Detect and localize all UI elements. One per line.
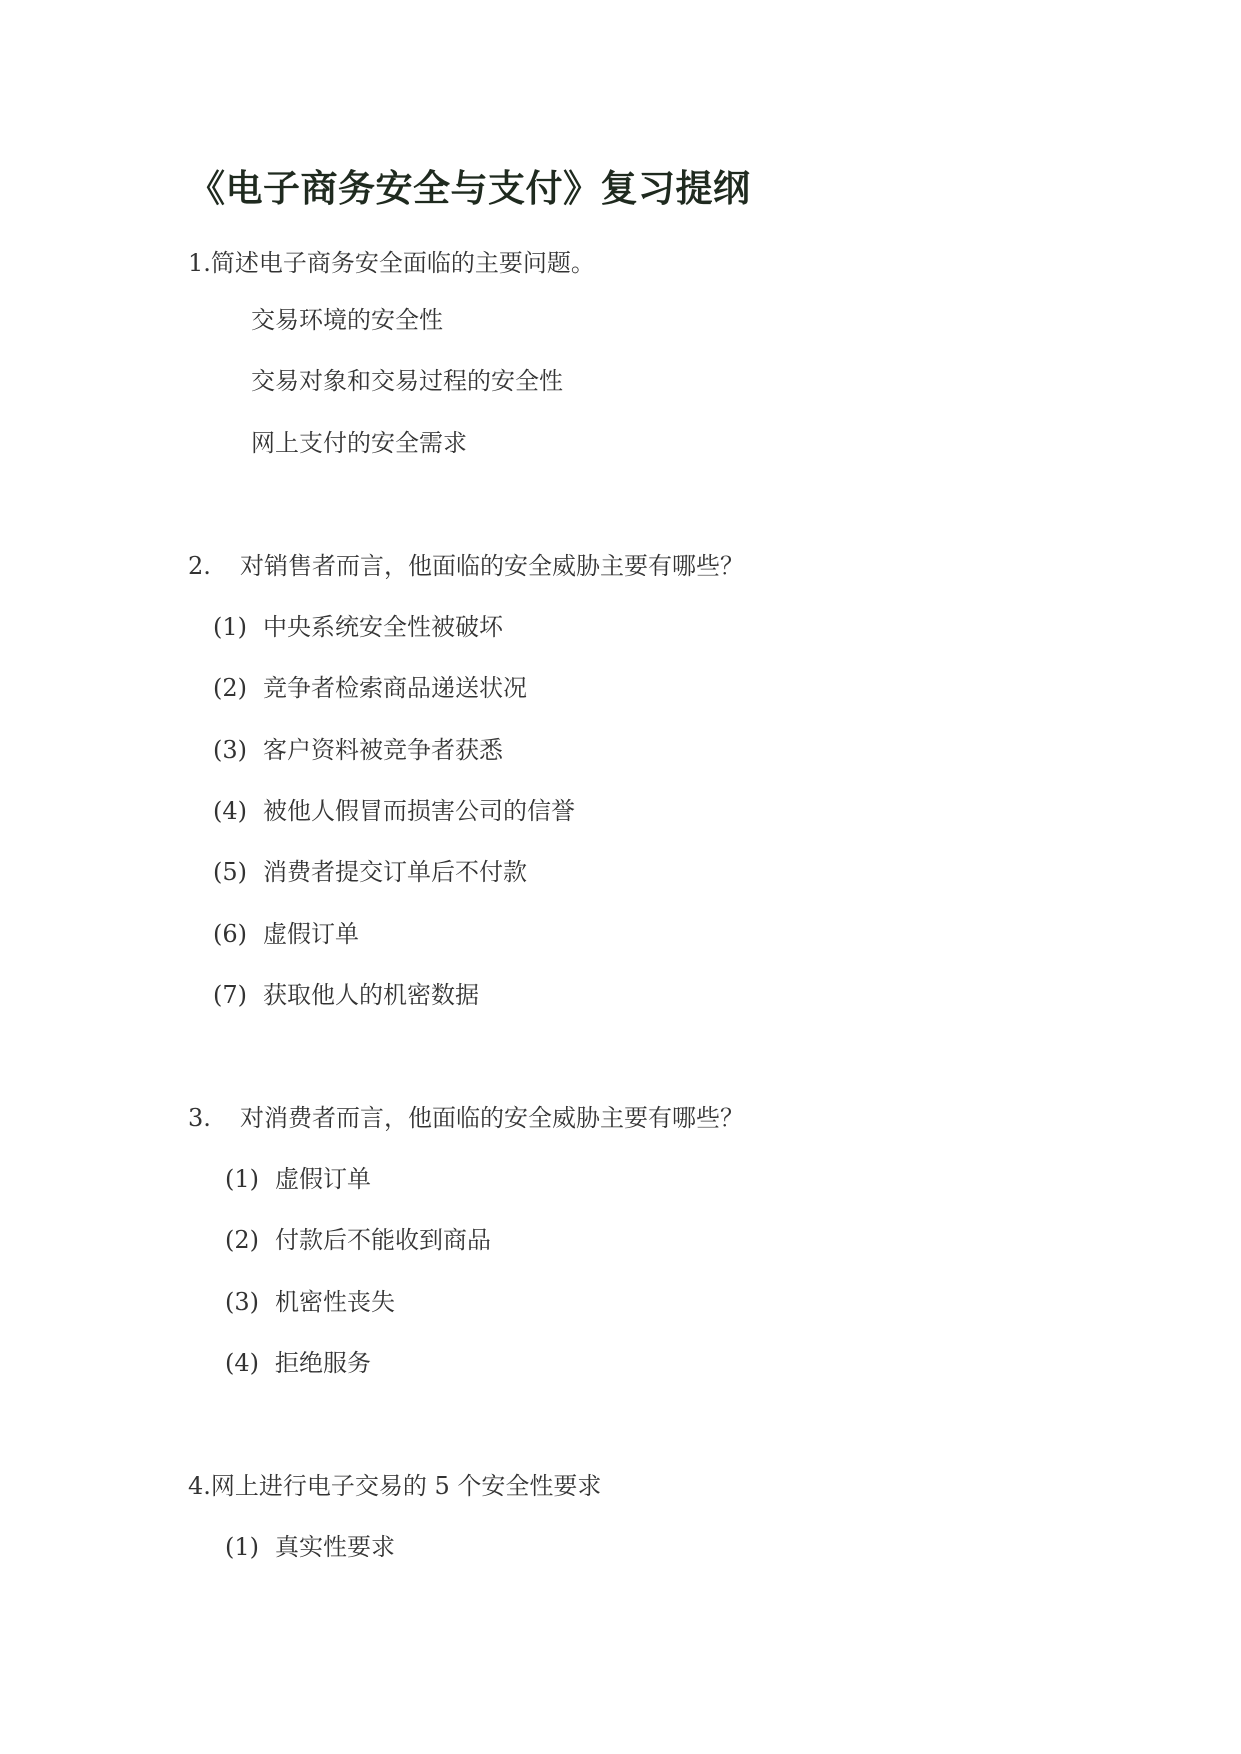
question-3 [188,1103,744,1133]
question-text: 网上进行电子交易的 5 个安全性要求 [210,1472,602,1500]
question-text: 简述电子商务安全面临的主要问题。 [210,249,595,277]
item-marker: (1) [225,1165,259,1193]
item-marker: (5) [213,858,247,886]
item-marker: (7) [213,981,247,1009]
question-2 [188,551,744,581]
item-text: 竞争者检索商品递送状况 [263,674,527,702]
question-number: 3. [188,1104,211,1132]
item-text: 真实性要求 [275,1533,395,1561]
item-marker: (3) [225,1288,259,1316]
item-marker: (1) [213,613,247,641]
question-4 [188,1471,601,1501]
item-text: 机密性丧失 [275,1288,395,1316]
item-text: 虚假订单 [275,1165,371,1193]
item-text: 付款后不能收到商品 [275,1226,491,1254]
answer-item [213,612,503,642]
item-text: 拒绝服务 [275,1349,371,1377]
answer-item [213,857,527,887]
item-marker: (2) [225,1226,259,1254]
document-title: 《电子商务安全与支付》复习提纲 [188,166,751,210]
question-number: 4. [188,1472,211,1500]
item-text: 获取他人的机密数据 [263,981,479,1009]
item-text: 客户资料被竞争者获悉 [263,736,503,764]
item-marker: (4) [225,1349,259,1377]
answer-item: 网上支付的安全需求 [251,429,467,457]
item-marker: (1) [225,1533,259,1561]
answer-item: 交易环境的安全性 [251,306,443,334]
question-number: 2. [188,552,211,580]
question-number: 1. [188,249,211,277]
answer-item [225,1225,491,1255]
item-marker: (4) [213,797,247,825]
answer-item [213,919,359,949]
answer-item [213,796,575,826]
item-marker: (6) [213,920,247,948]
question-text: 对销售者而言，他面临的安全威胁主要有哪些？ [240,552,744,580]
answer-item [225,1164,371,1194]
item-text: 被他人假冒而损害公司的信誉 [263,797,575,825]
item-text: 虚假订单 [263,920,359,948]
answer-item [225,1287,395,1317]
answer-item [213,735,503,765]
answer-item: 交易对象和交易过程的安全性 [251,367,563,395]
answer-item [213,673,527,703]
question-text: 对消费者而言，他面临的安全威胁主要有哪些？ [240,1104,744,1132]
answer-item [213,980,479,1010]
item-marker: (2) [213,674,247,702]
question-1 [188,248,595,278]
item-text: 中央系统安全性被破坏 [263,613,503,641]
answer-item [225,1348,371,1378]
item-text: 消费者提交订单后不付款 [263,858,527,886]
answer-item [225,1532,395,1562]
item-marker: (3) [213,736,247,764]
